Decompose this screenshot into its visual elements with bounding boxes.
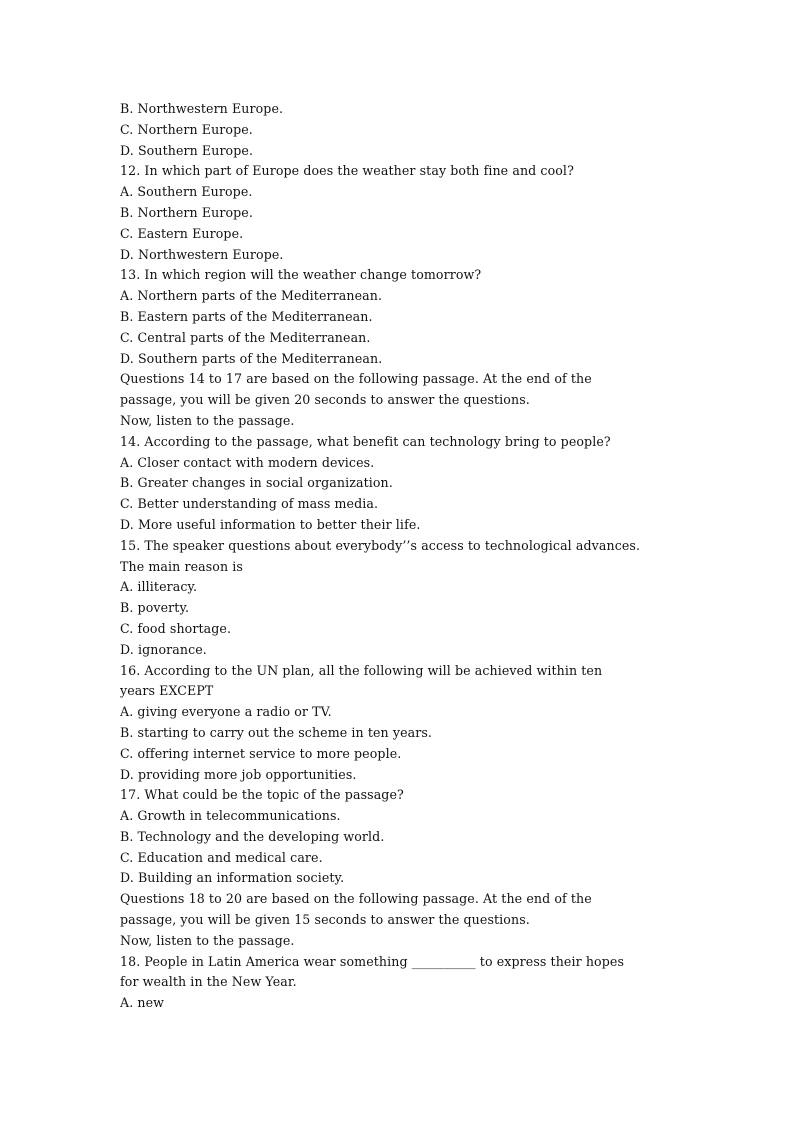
text-line: A. giving everyone a radio or TV. bbox=[120, 704, 332, 720]
text-line: D. Southern parts of the Mediterranean. bbox=[120, 350, 383, 366]
text-line: D. Southern Europe. bbox=[120, 142, 254, 158]
text-line: The main reason is bbox=[120, 558, 243, 574]
text-line: B. poverty. bbox=[120, 600, 190, 616]
text-line: B. starting to carry out the scheme in ten years. bbox=[120, 724, 433, 740]
text-line: A. Southern Europe. bbox=[120, 184, 253, 200]
text-line: 18. People in Latin America wear something __________ to express their hopes bbox=[120, 953, 625, 969]
text-line: C. Northern Europe. bbox=[120, 121, 253, 137]
text-line: years EXCEPT bbox=[120, 683, 214, 699]
text-line: D. providing more job opportunities. bbox=[120, 766, 357, 782]
document-body bbox=[120, 99, 680, 1014]
text-line: C. food shortage. bbox=[120, 620, 232, 636]
text-line: 13. In which region will the weather change tomorrow? bbox=[120, 267, 482, 283]
text-line: Now, listen to the passage. bbox=[120, 932, 295, 948]
text-line: A. Northern parts of the Mediterranean. bbox=[120, 288, 383, 304]
text-line: C. Eastern Europe. bbox=[120, 225, 244, 241]
text-line: C. Better understanding of mass media. bbox=[120, 496, 379, 512]
text-line: Now, listen to the passage. bbox=[120, 412, 295, 428]
text-line: Questions 14 to 17 are based on the following passage. At the end of the bbox=[120, 371, 592, 387]
text-line: A. illiteracy. bbox=[120, 579, 198, 595]
text-line: D. Northwestern Europe. bbox=[120, 246, 284, 262]
text-line: for wealth in the New Year. bbox=[120, 974, 297, 990]
text-line: C. Central parts of the Mediterranean. bbox=[120, 329, 371, 345]
text-line: Questions 18 to 20 are based on the following passage. At the end of the bbox=[120, 891, 592, 907]
text-line: B. Northwestern Europe. bbox=[120, 101, 284, 116]
text-line: 16. According to the UN plan, all the following will be achieved within ten bbox=[120, 662, 603, 678]
text-line: B. Technology and the developing world. bbox=[120, 828, 385, 844]
text-line: passage, you will be given 15 seconds to answer the questions. bbox=[120, 912, 530, 928]
text-line: C. Education and medical care. bbox=[120, 849, 323, 865]
text-line: passage, you will be given 20 seconds to answer the questions. bbox=[120, 392, 530, 408]
text-line: 15. The speaker questions about everybody’’s access to technological advances. bbox=[120, 537, 641, 553]
text-line: D. ignorance. bbox=[120, 641, 207, 657]
text-line: A. Closer contact with modern devices. bbox=[120, 454, 375, 470]
text-line: D. More useful information to better their life. bbox=[120, 516, 421, 532]
text-line: 14. According to the passage, what benefit can technology bring to people? bbox=[120, 433, 611, 449]
text-line: A. new bbox=[120, 995, 165, 1011]
text-line: 17. What could be the topic of the passage? bbox=[120, 787, 404, 803]
text-line: C. offering internet service to more people. bbox=[120, 745, 402, 761]
text-line: B. Eastern parts of the Mediterranean. bbox=[120, 308, 373, 324]
text-line: B. Northern Europe. bbox=[120, 204, 253, 220]
text-line: B. Greater changes in social organization. bbox=[120, 475, 393, 491]
text-line: A. Growth in telecommunications. bbox=[120, 808, 341, 824]
text-line: D. Building an information society. bbox=[120, 870, 345, 886]
text-line: 12. In which part of Europe does the weather stay both fine and cool? bbox=[120, 163, 574, 179]
